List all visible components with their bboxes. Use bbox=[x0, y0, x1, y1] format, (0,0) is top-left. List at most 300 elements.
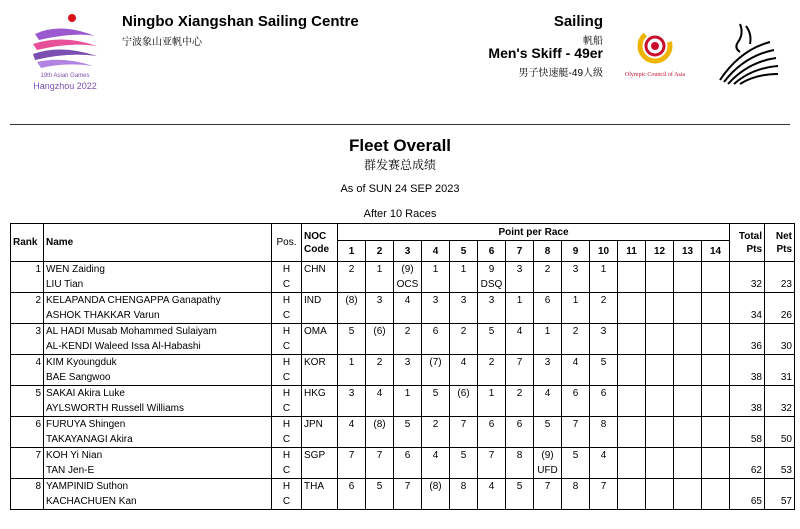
rank-cell-empty bbox=[11, 432, 44, 448]
total-points-cell: 62 bbox=[730, 463, 765, 479]
race-points-cell: 6 bbox=[534, 293, 562, 309]
noc-code-cell: KOR bbox=[302, 355, 338, 371]
helm-position-cell: H bbox=[272, 262, 302, 278]
race-points-cell: 2 bbox=[338, 262, 366, 278]
race-points-cell: 1 bbox=[506, 293, 534, 309]
crew-position-cell: C bbox=[272, 494, 302, 510]
race-points-cell: 6 bbox=[422, 324, 450, 340]
race-penalty-code-cell bbox=[422, 277, 450, 293]
race-points-cell: 7 bbox=[394, 479, 422, 495]
race-points-cell: (7) bbox=[422, 355, 450, 371]
race-points-cell: 7 bbox=[478, 448, 506, 464]
race-penalty-code-cell bbox=[702, 494, 730, 510]
race-points-cell: 8 bbox=[450, 479, 478, 495]
race-points-cell: 1 bbox=[338, 355, 366, 371]
race-penalty-code-cell bbox=[646, 277, 674, 293]
race-penalty-code-cell bbox=[534, 370, 562, 386]
race-penalty-code-cell bbox=[646, 494, 674, 510]
helm-position-cell: H bbox=[272, 355, 302, 371]
race-penalty-code-cell: UFD bbox=[534, 463, 562, 479]
helm-name-cell: KELAPANDA CHENGAPPA Ganapathy bbox=[44, 293, 272, 309]
race-penalty-code-cell bbox=[534, 401, 562, 417]
race-penalty-code-cell bbox=[450, 463, 478, 479]
race-penalty-code-cell bbox=[562, 277, 590, 293]
noc-code-cell: HKG bbox=[302, 386, 338, 402]
race-penalty-code-cell bbox=[478, 432, 506, 448]
race-penalty-code-cell bbox=[338, 432, 366, 448]
race-points-cell: (9) bbox=[534, 448, 562, 464]
race-points-cell: 9 bbox=[478, 262, 506, 278]
race-points-cell: 5 bbox=[366, 479, 394, 495]
race-points-cell: 5 bbox=[338, 324, 366, 340]
race-penalty-code-cell bbox=[674, 463, 702, 479]
race-header: 5 bbox=[450, 241, 478, 262]
total-points-cell: 58 bbox=[730, 432, 765, 448]
net-points-cell bbox=[765, 293, 795, 309]
race-penalty-code-cell bbox=[450, 339, 478, 355]
race-penalty-code-cell bbox=[338, 277, 366, 293]
race-header: 1 bbox=[338, 241, 366, 262]
race-penalty-code-cell bbox=[366, 494, 394, 510]
race-points-cell: 1 bbox=[366, 262, 394, 278]
crew-position-cell: C bbox=[272, 401, 302, 417]
noc-code-cell-empty bbox=[302, 401, 338, 417]
sport-name-chinese: 帆船 bbox=[583, 36, 603, 47]
header-divider bbox=[10, 124, 790, 125]
race-points-cell bbox=[618, 479, 646, 495]
crew-name-cell: TAKAYANAGI Akira bbox=[44, 432, 272, 448]
oca-logo-text: Olympic Council of Asia bbox=[624, 72, 686, 78]
race-penalty-code-cell bbox=[590, 308, 618, 324]
pagoda-sketch-icon bbox=[710, 20, 782, 86]
net-points-cell: 50 bbox=[765, 432, 795, 448]
race-penalty-code-cell bbox=[702, 277, 730, 293]
race-points-cell bbox=[674, 262, 702, 278]
race-penalty-code-cell bbox=[366, 401, 394, 417]
race-penalty-code-cell bbox=[590, 401, 618, 417]
race-points-cell: 4 bbox=[506, 324, 534, 340]
race-header: 14 bbox=[702, 241, 730, 262]
race-penalty-code-cell bbox=[562, 463, 590, 479]
header-net bbox=[765, 224, 795, 262]
race-points-cell bbox=[674, 448, 702, 464]
race-penalty-code-cell bbox=[562, 308, 590, 324]
race-penalty-code-cell bbox=[366, 370, 394, 386]
race-points-cell: 1 bbox=[394, 386, 422, 402]
net-points-cell bbox=[765, 355, 795, 371]
results-table bbox=[10, 223, 795, 510]
crew-position-cell: C bbox=[272, 308, 302, 324]
crew-position-cell: C bbox=[272, 339, 302, 355]
noc-code-cell-empty bbox=[302, 432, 338, 448]
race-points-cell: (8) bbox=[338, 293, 366, 309]
race-penalty-code-cell bbox=[478, 308, 506, 324]
race-penalty-code-cell bbox=[338, 463, 366, 479]
race-points-cell: 2 bbox=[590, 293, 618, 309]
race-penalty-code-cell bbox=[338, 401, 366, 417]
race-points-cell: 4 bbox=[394, 293, 422, 309]
race-points-cell: 1 bbox=[534, 324, 562, 340]
race-points-cell bbox=[618, 293, 646, 309]
noc-code-cell: SGP bbox=[302, 448, 338, 464]
race-penalty-code-cell bbox=[702, 401, 730, 417]
asian-games-logo bbox=[25, 12, 105, 94]
race-penalty-code-cell bbox=[478, 339, 506, 355]
race-penalty-code-cell bbox=[338, 370, 366, 386]
table-row-helm bbox=[11, 262, 795, 278]
helm-position-cell: H bbox=[272, 479, 302, 495]
race-penalty-code-cell bbox=[338, 339, 366, 355]
race-points-cell: 3 bbox=[394, 355, 422, 371]
race-header: 10 bbox=[590, 241, 618, 262]
race-penalty-code-cell bbox=[674, 401, 702, 417]
race-penalty-code-cell bbox=[590, 277, 618, 293]
header-points-per-race: Point per Race bbox=[338, 224, 730, 241]
race-penalty-code-cell bbox=[562, 432, 590, 448]
total-points-cell: 36 bbox=[730, 339, 765, 355]
rank-cell-empty bbox=[11, 370, 44, 386]
table-row-helm bbox=[11, 479, 795, 495]
race-penalty-code-cell bbox=[534, 432, 562, 448]
race-penalty-code-cell bbox=[618, 339, 646, 355]
race-points-cell bbox=[702, 479, 730, 495]
race-points-cell: 4 bbox=[478, 479, 506, 495]
race-points-cell: 6 bbox=[506, 417, 534, 433]
race-points-cell: 2 bbox=[478, 355, 506, 371]
race-points-cell bbox=[618, 386, 646, 402]
crew-name-cell: KACHACHUEN Kan bbox=[44, 494, 272, 510]
race-penalty-code-cell bbox=[646, 401, 674, 417]
helm-name-cell: YAMPINID Suthon bbox=[44, 479, 272, 495]
noc-code-cell: THA bbox=[302, 479, 338, 495]
net-points-cell bbox=[765, 479, 795, 495]
rank-cell-empty bbox=[11, 277, 44, 293]
race-points-cell: 4 bbox=[562, 355, 590, 371]
race-points-cell: 5 bbox=[394, 417, 422, 433]
race-points-cell bbox=[646, 324, 674, 340]
header-noc-line1: NOC bbox=[304, 230, 327, 242]
race-points-cell: 5 bbox=[450, 448, 478, 464]
race-header: 2 bbox=[366, 241, 394, 262]
race-penalty-code-cell bbox=[562, 339, 590, 355]
race-points-cell: 3 bbox=[338, 386, 366, 402]
rank-cell: 5 bbox=[11, 386, 44, 402]
race-penalty-code-cell bbox=[366, 432, 394, 448]
table-row-crew bbox=[11, 277, 795, 293]
race-points-cell bbox=[618, 355, 646, 371]
rank-cell: 3 bbox=[11, 324, 44, 340]
race-points-cell: 5 bbox=[534, 417, 562, 433]
race-points-cell bbox=[618, 262, 646, 278]
noc-code-cell-empty bbox=[302, 339, 338, 355]
net-points-cell: 23 bbox=[765, 277, 795, 293]
net-points-cell: 57 bbox=[765, 494, 795, 510]
race-points-cell bbox=[674, 293, 702, 309]
race-points-cell: 2 bbox=[562, 324, 590, 340]
race-penalty-code-cell bbox=[534, 308, 562, 324]
race-penalty-code-cell bbox=[534, 339, 562, 355]
race-points-cell bbox=[646, 417, 674, 433]
race-points-cell bbox=[618, 324, 646, 340]
net-points-cell bbox=[765, 386, 795, 402]
rank-cell-empty bbox=[11, 463, 44, 479]
helm-name-cell: KOH Yi Nian bbox=[44, 448, 272, 464]
total-points-cell bbox=[730, 262, 765, 278]
race-penalty-code-cell bbox=[646, 432, 674, 448]
race-points-cell: 7 bbox=[534, 479, 562, 495]
race-header: 6 bbox=[478, 241, 506, 262]
race-penalty-code-cell bbox=[562, 494, 590, 510]
race-penalty-code-cell bbox=[618, 308, 646, 324]
total-points-cell: 38 bbox=[730, 401, 765, 417]
race-points-cell: 6 bbox=[590, 386, 618, 402]
race-penalty-code-cell bbox=[590, 463, 618, 479]
race-points-cell bbox=[674, 386, 702, 402]
rank-cell: 2 bbox=[11, 293, 44, 309]
race-points-cell: 5 bbox=[422, 386, 450, 402]
race-points-cell bbox=[702, 417, 730, 433]
helm-position-cell: H bbox=[272, 324, 302, 340]
race-points-cell: 2 bbox=[450, 324, 478, 340]
race-header: 11 bbox=[618, 241, 646, 262]
total-points-cell: 65 bbox=[730, 494, 765, 510]
race-penalty-code-cell bbox=[702, 432, 730, 448]
race-points-cell: 2 bbox=[534, 262, 562, 278]
total-points-cell bbox=[730, 448, 765, 464]
race-points-cell: 4 bbox=[590, 448, 618, 464]
total-points-cell bbox=[730, 324, 765, 340]
header-pos: Pos. bbox=[272, 224, 302, 262]
header-total-line2: Pts bbox=[746, 243, 762, 255]
table-row-helm bbox=[11, 324, 795, 340]
race-points-cell bbox=[702, 355, 730, 371]
rank-cell: 4 bbox=[11, 355, 44, 371]
race-points-cell: 6 bbox=[338, 479, 366, 495]
race-points-cell: 5 bbox=[478, 324, 506, 340]
net-points-cell bbox=[765, 448, 795, 464]
table-row-crew bbox=[11, 370, 795, 386]
header-net-line2: Pts bbox=[776, 243, 792, 255]
race-penalty-code-cell bbox=[394, 401, 422, 417]
race-penalty-code-cell bbox=[702, 308, 730, 324]
races-completed: After 10 Races bbox=[363, 208, 437, 220]
race-header: 4 bbox=[422, 241, 450, 262]
race-penalty-code-cell bbox=[422, 339, 450, 355]
report-title-chinese: 群发赛总成绩 bbox=[363, 158, 436, 172]
race-points-cell: 4 bbox=[422, 448, 450, 464]
race-penalty-code-cell bbox=[394, 463, 422, 479]
race-points-cell: 4 bbox=[338, 417, 366, 433]
race-points-cell: 2 bbox=[394, 324, 422, 340]
race-points-cell: (9) bbox=[394, 262, 422, 278]
helm-name-cell: AL HADI Musab Mohammed Sulaiyam bbox=[44, 324, 272, 340]
crew-position-cell: C bbox=[272, 432, 302, 448]
race-penalty-code-cell bbox=[478, 494, 506, 510]
total-points-cell bbox=[730, 479, 765, 495]
race-penalty-code-cell bbox=[506, 308, 534, 324]
race-penalty-code-cell bbox=[590, 339, 618, 355]
header-name: Name bbox=[44, 224, 272, 262]
race-penalty-code-cell bbox=[450, 494, 478, 510]
race-points-cell: (6) bbox=[366, 324, 394, 340]
noc-code-cell: CHN bbox=[302, 262, 338, 278]
noc-code-cell: JPN bbox=[302, 417, 338, 433]
race-points-cell: 7 bbox=[590, 479, 618, 495]
race-penalty-code-cell: OCS bbox=[394, 277, 422, 293]
race-points-cell bbox=[646, 386, 674, 402]
header-noc-line2: Code bbox=[304, 243, 329, 255]
race-points-cell: 6 bbox=[478, 417, 506, 433]
race-points-cell: 6 bbox=[562, 386, 590, 402]
race-points-cell: 3 bbox=[590, 324, 618, 340]
rank-cell: 7 bbox=[11, 448, 44, 464]
race-penalty-code-cell bbox=[702, 339, 730, 355]
table-row-crew bbox=[11, 463, 795, 479]
race-penalty-code-cell bbox=[422, 494, 450, 510]
crew-name-cell: AL-KENDI Waleed Issa Al-Habashi bbox=[44, 339, 272, 355]
race-points-cell bbox=[674, 479, 702, 495]
race-penalty-code-cell bbox=[590, 494, 618, 510]
net-points-cell bbox=[765, 324, 795, 340]
race-penalty-code-cell bbox=[618, 432, 646, 448]
helm-name-cell: FURUYA Shingen bbox=[44, 417, 272, 433]
net-points-cell: 32 bbox=[765, 401, 795, 417]
crew-name-cell: ASHOK THAKKAR Varun bbox=[44, 308, 272, 324]
table-row-helm bbox=[11, 386, 795, 402]
results-body bbox=[11, 262, 795, 510]
net-points-cell: 53 bbox=[765, 463, 795, 479]
rank-cell-empty bbox=[11, 339, 44, 355]
race-points-cell: (6) bbox=[450, 386, 478, 402]
noc-code-cell: OMA bbox=[302, 324, 338, 340]
race-header: 8 bbox=[534, 241, 562, 262]
race-penalty-code-cell bbox=[422, 370, 450, 386]
table-row-crew bbox=[11, 401, 795, 417]
race-penalty-code-cell bbox=[478, 370, 506, 386]
venue-name-chinese: 宁波象山亚帆中心 bbox=[122, 37, 202, 48]
noc-code-cell-empty bbox=[302, 277, 338, 293]
sport-name: Sailing bbox=[553, 13, 603, 30]
race-points-cell: 2 bbox=[422, 417, 450, 433]
race-penalty-code-cell bbox=[646, 370, 674, 386]
race-points-cell bbox=[646, 479, 674, 495]
helm-position-cell: H bbox=[272, 448, 302, 464]
race-header: 12 bbox=[646, 241, 674, 262]
table-row-helm bbox=[11, 417, 795, 433]
race-penalty-code-cell bbox=[506, 494, 534, 510]
table-row-crew bbox=[11, 339, 795, 355]
race-penalty-code-cell bbox=[646, 339, 674, 355]
race-points-cell: 3 bbox=[478, 293, 506, 309]
race-points-cell: 3 bbox=[534, 355, 562, 371]
race-points-cell: 1 bbox=[422, 262, 450, 278]
total-points-cell bbox=[730, 417, 765, 433]
race-penalty-code-cell bbox=[450, 277, 478, 293]
event-name-chinese: 男子快速艇-49人级 bbox=[518, 68, 603, 79]
race-header: 9 bbox=[562, 241, 590, 262]
race-points-cell: 8 bbox=[590, 417, 618, 433]
crew-position-cell: C bbox=[272, 277, 302, 293]
race-points-cell: 3 bbox=[562, 262, 590, 278]
net-points-cell bbox=[765, 417, 795, 433]
race-points-cell bbox=[646, 262, 674, 278]
race-penalty-code-cell bbox=[674, 277, 702, 293]
race-penalty-code-cell bbox=[450, 308, 478, 324]
race-penalty-code-cell bbox=[450, 401, 478, 417]
race-penalty-code-cell bbox=[534, 494, 562, 510]
race-points-cell bbox=[646, 293, 674, 309]
race-penalty-code-cell: DSQ bbox=[478, 277, 506, 293]
helm-name-cell: SAKAI Akira Luke bbox=[44, 386, 272, 402]
race-points-cell bbox=[618, 417, 646, 433]
race-points-cell: 2 bbox=[366, 355, 394, 371]
noc-code-cell-empty bbox=[302, 370, 338, 386]
race-penalty-code-cell bbox=[366, 308, 394, 324]
race-penalty-code-cell bbox=[618, 370, 646, 386]
crew-position-cell: C bbox=[272, 370, 302, 386]
race-points-cell: (8) bbox=[366, 417, 394, 433]
race-points-cell: 4 bbox=[366, 386, 394, 402]
race-points-cell: 5 bbox=[590, 355, 618, 371]
race-points-cell: 3 bbox=[506, 262, 534, 278]
header-total bbox=[730, 224, 765, 262]
games-logo-line2: Hangzhou 2022 bbox=[33, 81, 97, 91]
race-points-cell: 7 bbox=[562, 417, 590, 433]
race-points-cell: 1 bbox=[562, 293, 590, 309]
noc-code-cell-empty bbox=[302, 308, 338, 324]
race-points-cell: 5 bbox=[562, 448, 590, 464]
race-penalty-code-cell bbox=[338, 308, 366, 324]
rank-cell-empty bbox=[11, 308, 44, 324]
total-points-cell bbox=[730, 293, 765, 309]
race-points-cell: 3 bbox=[450, 293, 478, 309]
table-row-helm bbox=[11, 448, 795, 464]
race-penalty-code-cell bbox=[646, 308, 674, 324]
race-penalty-code-cell bbox=[562, 370, 590, 386]
race-penalty-code-cell bbox=[674, 308, 702, 324]
header-net-line1: Net bbox=[775, 230, 792, 242]
race-points-cell: 6 bbox=[394, 448, 422, 464]
helm-name-cell: WEN Zaiding bbox=[44, 262, 272, 278]
crew-name-cell: LIU Tian bbox=[44, 277, 272, 293]
race-points-cell: 4 bbox=[450, 355, 478, 371]
race-penalty-code-cell bbox=[506, 277, 534, 293]
helm-position-cell: H bbox=[272, 293, 302, 309]
race-penalty-code-cell bbox=[618, 401, 646, 417]
net-points-cell bbox=[765, 262, 795, 278]
crew-name-cell: TAN Jen-E bbox=[44, 463, 272, 479]
race-points-cell bbox=[702, 324, 730, 340]
race-points-cell bbox=[646, 355, 674, 371]
race-points-cell bbox=[702, 262, 730, 278]
race-penalty-code-cell bbox=[338, 494, 366, 510]
crew-name-cell: BAE Sangwoo bbox=[44, 370, 272, 386]
race-penalty-code-cell bbox=[674, 370, 702, 386]
oca-logo bbox=[612, 22, 698, 84]
race-points-cell bbox=[702, 386, 730, 402]
race-penalty-code-cell bbox=[394, 494, 422, 510]
race-points-cell: 7 bbox=[506, 355, 534, 371]
race-penalty-code-cell bbox=[674, 339, 702, 355]
race-penalty-code-cell bbox=[366, 463, 394, 479]
race-penalty-code-cell bbox=[450, 370, 478, 386]
total-points-cell: 32 bbox=[730, 277, 765, 293]
race-penalty-code-cell bbox=[590, 370, 618, 386]
net-points-cell: 30 bbox=[765, 339, 795, 355]
header-noc bbox=[302, 224, 338, 262]
noc-code-cell-empty bbox=[302, 463, 338, 479]
race-points-cell: 7 bbox=[450, 417, 478, 433]
